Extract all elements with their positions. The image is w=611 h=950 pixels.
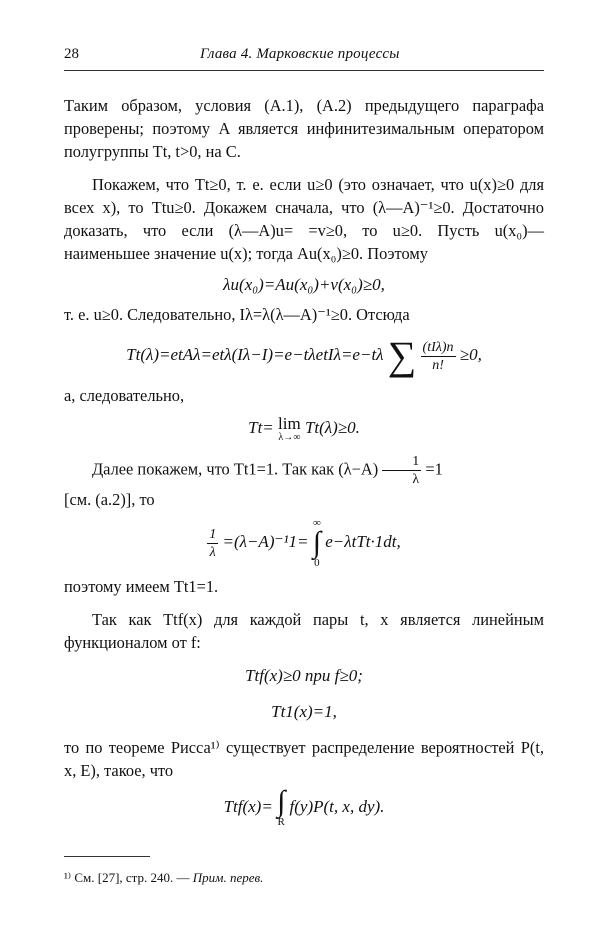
formula-4-denominator: λ bbox=[209, 544, 216, 560]
integral-sign-R: ∫ R bbox=[277, 785, 286, 828]
header-rule bbox=[64, 70, 544, 71]
formula-4-tail: e−λtTt·1dt, bbox=[325, 531, 401, 551]
paragraph-5-denominator: λ bbox=[412, 472, 420, 487]
formula-2-tail: ≥0, bbox=[459, 344, 482, 364]
footnote-italic: Прим. перев. bbox=[192, 870, 264, 885]
formula-2-fraction bbox=[421, 339, 456, 374]
running-header bbox=[64, 40, 544, 64]
formula-1: λu(x₀)=Au(x₀)+v(x₀)≥0, bbox=[223, 275, 385, 294]
paragraph-5-tail: =1 bbox=[425, 459, 443, 479]
formula-3-left: Tt= bbox=[248, 417, 274, 437]
integral-lower-limit: 0 bbox=[314, 557, 320, 569]
paragraph-5-fraction bbox=[382, 453, 421, 488]
paragraph-6: [см. (a.2)], то bbox=[64, 490, 155, 509]
formula-4-fraction bbox=[207, 526, 218, 561]
footnote-text: ¹⁾ См. [27], стр. 240. — bbox=[64, 870, 193, 885]
formula-5a: Ttf(x)≥0 при f≥0; bbox=[245, 666, 363, 685]
limit-operator bbox=[278, 415, 301, 443]
paragraph-7: поэтому имеем Tt1=1. bbox=[64, 577, 219, 596]
chapter-title: Глава 4. Марковские процессы bbox=[200, 46, 400, 62]
integral-R-lower: R bbox=[277, 816, 285, 828]
formula-2 bbox=[64, 333, 544, 378]
paragraph-3: т. е. u≥0. Следовательно, Iλ=λ(λ—A)⁻¹≥0. Отсюда bbox=[64, 305, 410, 324]
paragraph-8: Так как Ttf(x) для каждой пары t, x является линейным функционалом от f: bbox=[64, 610, 544, 652]
limit-subscript: λ→∞ bbox=[278, 432, 301, 443]
paragraph-5-text: Далее покажем, что Tt1=1. Так как (λ−A) bbox=[92, 459, 379, 479]
paragraph-4: а, следовательно, bbox=[64, 386, 185, 405]
formula-4-middle: =(λ−A)⁻¹1= bbox=[222, 531, 309, 551]
formula-4-numerator: 1 bbox=[209, 526, 217, 542]
formula-5b: Tt1(x)=1, bbox=[271, 702, 337, 721]
sum-sign: ∑ bbox=[387, 333, 417, 378]
formula-3 bbox=[64, 415, 544, 443]
integral-upper-limit: ∞ bbox=[312, 517, 321, 529]
formula-4 bbox=[64, 517, 544, 569]
limit-label: lim bbox=[278, 414, 301, 433]
formula-6-left: Ttf(x)= bbox=[223, 796, 273, 816]
footnote bbox=[64, 869, 544, 887]
formula-6-tail: f(y)P(t, x, dy). bbox=[289, 796, 385, 816]
paragraph-5 bbox=[64, 453, 544, 488]
footnote-rule bbox=[64, 856, 150, 857]
page bbox=[64, 40, 544, 887]
formula-6 bbox=[64, 785, 544, 828]
paragraph-9: то по теореме Рисса¹⁾ существует распределение вероятностей P(t, x, E), такое, что bbox=[64, 738, 544, 780]
paragraph-1: Таким образом, условия (A.1), (A.2) предыдущего параграфа проверены; поэтому A является инфинитезимальным оператором полугруппы Tt, t>0, на C. bbox=[64, 96, 544, 161]
integral-sign: ∞ ∫ 0 bbox=[312, 517, 321, 569]
paragraph-5-numerator: 1 bbox=[382, 453, 421, 471]
paragraph-2: Покажем, что Tt≥0, т. е. если u≥0 (это означает, что u(x)≥0 для всех x), то Ttu≥0. Докажем сначала, что (λ—A)⁻¹≥0. Достаточно доказать, что если (λ—A)u= =v≥0, то u≥0. Пусть u(x₀)— наименьшее значение u(x); тогда Au(x₀)≥0. Поэтому bbox=[64, 175, 544, 263]
formula-3-right: Tt(λ)≥0. bbox=[304, 417, 360, 437]
page-number: 28 bbox=[64, 46, 79, 62]
formula-2-numerator: (tIλ)n bbox=[422, 339, 454, 355]
formula-2-left: Tt(λ)=etAλ=etλ(Iλ−I)=e−tλetIλ=e−tλ bbox=[126, 344, 384, 364]
formula-2-denominator: n! bbox=[432, 357, 444, 373]
